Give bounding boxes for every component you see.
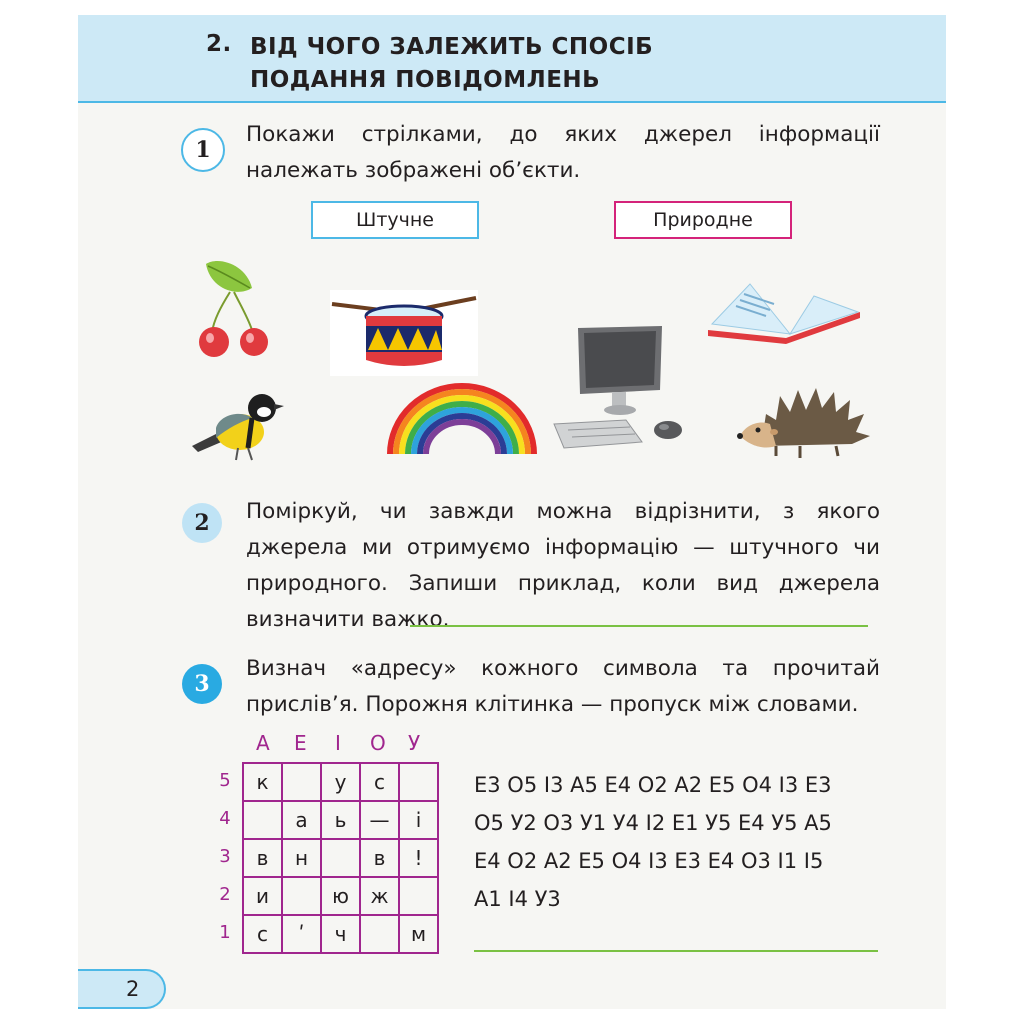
- code-sequence: [474, 766, 832, 918]
- grid-row-number-2: 2: [219, 884, 231, 905]
- grid-row-number-4: 4: [219, 808, 231, 829]
- task-3-answer-line[interactable]: [474, 950, 878, 952]
- grid-column-header-u: У: [408, 731, 421, 755]
- grid-row-number-5: 5: [219, 770, 231, 791]
- code-line: О5 У2 О3 У1 У4 І2 Е1 У5 Е4 У5 А5: [474, 811, 832, 835]
- grid-row: [243, 915, 438, 953]
- hedgehog-image: [736, 384, 876, 464]
- task-2-answer-line[interactable]: [410, 625, 868, 627]
- drum-image: [330, 290, 478, 376]
- section-title-line2: ПОДАННЯ ПОВІДОМЛЕНЬ: [250, 67, 601, 93]
- rainbow-image: [384, 380, 540, 454]
- grid-row: [243, 877, 438, 915]
- label-natural[interactable]: Природне: [614, 201, 792, 239]
- great-tit-bird-image: [190, 388, 286, 464]
- grid-cell: с: [360, 763, 399, 801]
- grid-cell: ж: [360, 877, 399, 915]
- grid-cell: і: [399, 801, 438, 839]
- letter-grid: [242, 762, 439, 954]
- section-title: [250, 31, 653, 97]
- page-number-tab: [78, 969, 166, 1009]
- grid-cell: ч: [321, 915, 360, 953]
- task-3-text: Визнач «адресу» кожного символа та прочитай прислів’я. Порожня клітинка — пропуск між словами.: [246, 656, 880, 717]
- grid-cell: [360, 915, 399, 953]
- task-2-text: Поміркуй, чи завжди можна відрізнити, з якого джерела ми отримуємо інформацію — штучного чи природного. Запиши приклад, коли вид джерела визначити важко.: [246, 499, 880, 632]
- grid-row-number-3: 3: [219, 846, 231, 867]
- grid-cell: с: [243, 915, 282, 953]
- page-number: 2: [126, 977, 140, 1001]
- task-number-1: 1: [181, 128, 225, 172]
- task-1-text: Покажи стрілками, до яких джерел інформації належать зображені об’єкти.: [246, 122, 880, 183]
- grid-row: [243, 801, 438, 839]
- grid-cell: [321, 839, 360, 877]
- grid-cell: у: [321, 763, 360, 801]
- grid-column-header-o: О: [370, 731, 386, 755]
- section-number: 2.: [206, 31, 232, 57]
- code-line: Е4 О2 А2 Е5 О4 І3 Е3 Е4 О3 І1 І5: [474, 849, 824, 873]
- grid-cell: м: [399, 915, 438, 953]
- grid-cell: !: [399, 839, 438, 877]
- grid-cell: [399, 877, 438, 915]
- grid-cell: в: [243, 839, 282, 877]
- grid-cell: [399, 763, 438, 801]
- cherries-image: [190, 258, 280, 360]
- section-title-line1: ВІД ЧОГО ЗАЛЕЖИТЬ СПОСІБ: [250, 34, 654, 60]
- grid-cell: [243, 801, 282, 839]
- code-line: Е3 О5 І3 А5 Е4 О2 А2 Е5 О4 І3 Е3: [474, 773, 832, 797]
- grid-cell: и: [243, 877, 282, 915]
- grid-column-header-a: А: [256, 731, 270, 755]
- grid-cell: в: [360, 839, 399, 877]
- grid-cell: ʹ: [282, 915, 321, 953]
- grid-cell: [282, 877, 321, 915]
- grid-row-number-1: 1: [219, 922, 231, 943]
- section-header: [78, 15, 946, 101]
- grid-cell: ю: [321, 877, 360, 915]
- grid-row: [243, 839, 438, 877]
- grid-cell: к: [243, 763, 282, 801]
- grid-column-header-i: І: [335, 731, 341, 755]
- grid-cell: ь: [321, 801, 360, 839]
- grid-row: [243, 763, 438, 801]
- task-number-3: 3: [182, 664, 222, 704]
- open-book-image: [704, 282, 864, 356]
- label-artificial[interactable]: Штучне: [311, 201, 479, 239]
- grid-cell: [282, 763, 321, 801]
- grid-column-header-e: Е: [294, 731, 307, 755]
- grid-cell: а: [282, 801, 321, 839]
- computer-image: [550, 324, 690, 456]
- grid-cell: н: [282, 839, 321, 877]
- task-number-2: 2: [182, 503, 222, 543]
- code-line: А1 І4 У3: [474, 887, 561, 911]
- grid-cell: —: [360, 801, 399, 839]
